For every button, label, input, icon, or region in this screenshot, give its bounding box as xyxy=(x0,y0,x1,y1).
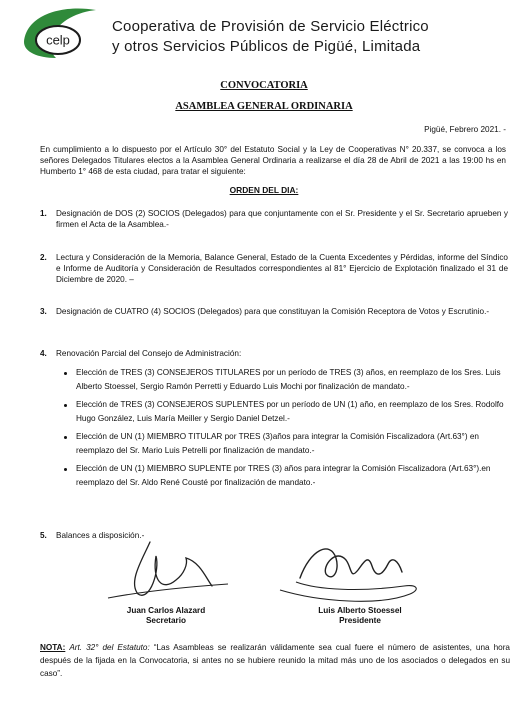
org-name-line-1: Cooperativa de Provisión de Servicio Eléctrico xyxy=(112,18,429,35)
president-name: Luis Alberto Stoessel xyxy=(318,606,402,615)
sub-item-text: Elección de UN (1) MIEMBRO SUPLENTE por TRES (3) años para integrar la Comisión Fiscalizadora (Art.63°).en reemplazo del Sr. Aldo René Cousté por finalización de mandato.- xyxy=(76,464,491,487)
celp-logo xyxy=(20,6,100,64)
secretary-role: Secretario xyxy=(145,616,187,625)
footnote xyxy=(40,641,510,680)
agenda-item-number: 1. xyxy=(40,209,47,218)
document-subtitle: ASAMBLEA GENERAL ORDINARIA xyxy=(175,101,353,112)
president-signature-loop xyxy=(280,582,416,601)
logo-text: celp xyxy=(46,32,70,48)
org-name-line-2: y otros Servicios Públicos de Pigüé, Limitada xyxy=(112,38,421,55)
signatures-drawing xyxy=(0,520,528,630)
agenda-item-text: Renovación Parcial del Consejo de Administración: xyxy=(56,349,242,358)
agenda-item-number: 2. xyxy=(40,253,47,262)
secretary-signature-stroke xyxy=(108,584,228,598)
secretary-signature xyxy=(135,542,212,595)
date-line: Pigüé, Febrero 2021. - xyxy=(424,125,506,134)
agenda-item-number: 3. xyxy=(40,307,47,316)
footnote-reference: Art. 32° del Estatuto: xyxy=(69,643,150,652)
organization-name xyxy=(112,17,512,57)
document-title: CONVOCATORIA xyxy=(220,80,308,91)
bullet-icon xyxy=(64,468,67,471)
intro-paragraph: En cumplimiento a lo dispuesto por el Artículo 30° del Estatuto Social y la Ley de Cooperativas N° 20.337, se convoca a los señores Delegados Titulares electos a la Asamblea General Ordinaria a realizarse el día 28 de Abril de 2021 a las 19:00 hs en Humberto 1° 468 de esta ciudad, para tratar el siguiente: xyxy=(40,145,506,176)
agenda-item-text: Balances a disposición.- xyxy=(56,531,145,540)
agenda-title: ORDEN DEL DIA: xyxy=(229,185,299,195)
bullet-icon xyxy=(64,436,67,439)
footnote-label: NOTA: xyxy=(40,643,66,652)
agenda-item-text: Lectura y Consideración de la Memoria, Balance General, Estado de la Cuenta Excedentes y Pérdidas, informe del Síndico e Informe de Auditoría y Consideración de Resultados correspondientes al 81° Ejercicio de Explotación finalizado el 31 de Diciembre de 2020. – xyxy=(56,253,508,284)
agenda-item-text: Designación de DOS (2) SOCIOS (Delegados) para que conjuntamente con el Sr. Presidente y el Sr. Secretario aprueben y firmen el Acta de la Asamblea.- xyxy=(56,209,508,229)
sub-item-text: Elección de TRES (3) CONSEJEROS SUPLENTES por un período de UN (1) año, en reemplazo de los Sres. Rodolfo Hugo González, Luis María Meiller y Sergio Daniel Detzel.- xyxy=(76,400,504,423)
bullet-icon xyxy=(64,404,67,407)
agenda-item-text: Designación de CUATRO (4) SOCIOS (Delegados) para que constituyan la Comisión Receptora de Votos y Escrutinio.- xyxy=(56,307,490,316)
secretary-name: Juan Carlos Alazard xyxy=(126,606,206,615)
president-role: Presidente xyxy=(339,616,381,625)
footnote-text: “Las Asambleas se realizarán válidamente sea cual fuere el número de asistentes, una hora después de la fijada en la Convocatoria, si antes no se hubiere reunido la mitad más uno de los asociados o delegados en su caso”. xyxy=(40,643,510,678)
sub-item-text: Elección de TRES (3) CONSEJEROS TITULARES por un período de TRES (3) años, en reemplazo de los Sres. Luis Alberto Stoessel, Sergio Ramón Perretti y Eduardo Luis Mochi por finalización de mandato.- xyxy=(76,368,501,391)
agenda-item-number: 4. xyxy=(40,349,47,358)
bullet-icon xyxy=(64,372,67,375)
agenda-item-number: 5. xyxy=(40,531,47,540)
president-signature xyxy=(300,549,402,578)
sub-item-text: Elección de UN (1) MIEMBRO TITULAR por TRES (3)años para integrar la Comisión Fiscalizadora (Art.63°) en reemplazo del Sr. Mario Luis Petrelli por finalización de mandato.- xyxy=(76,432,479,455)
